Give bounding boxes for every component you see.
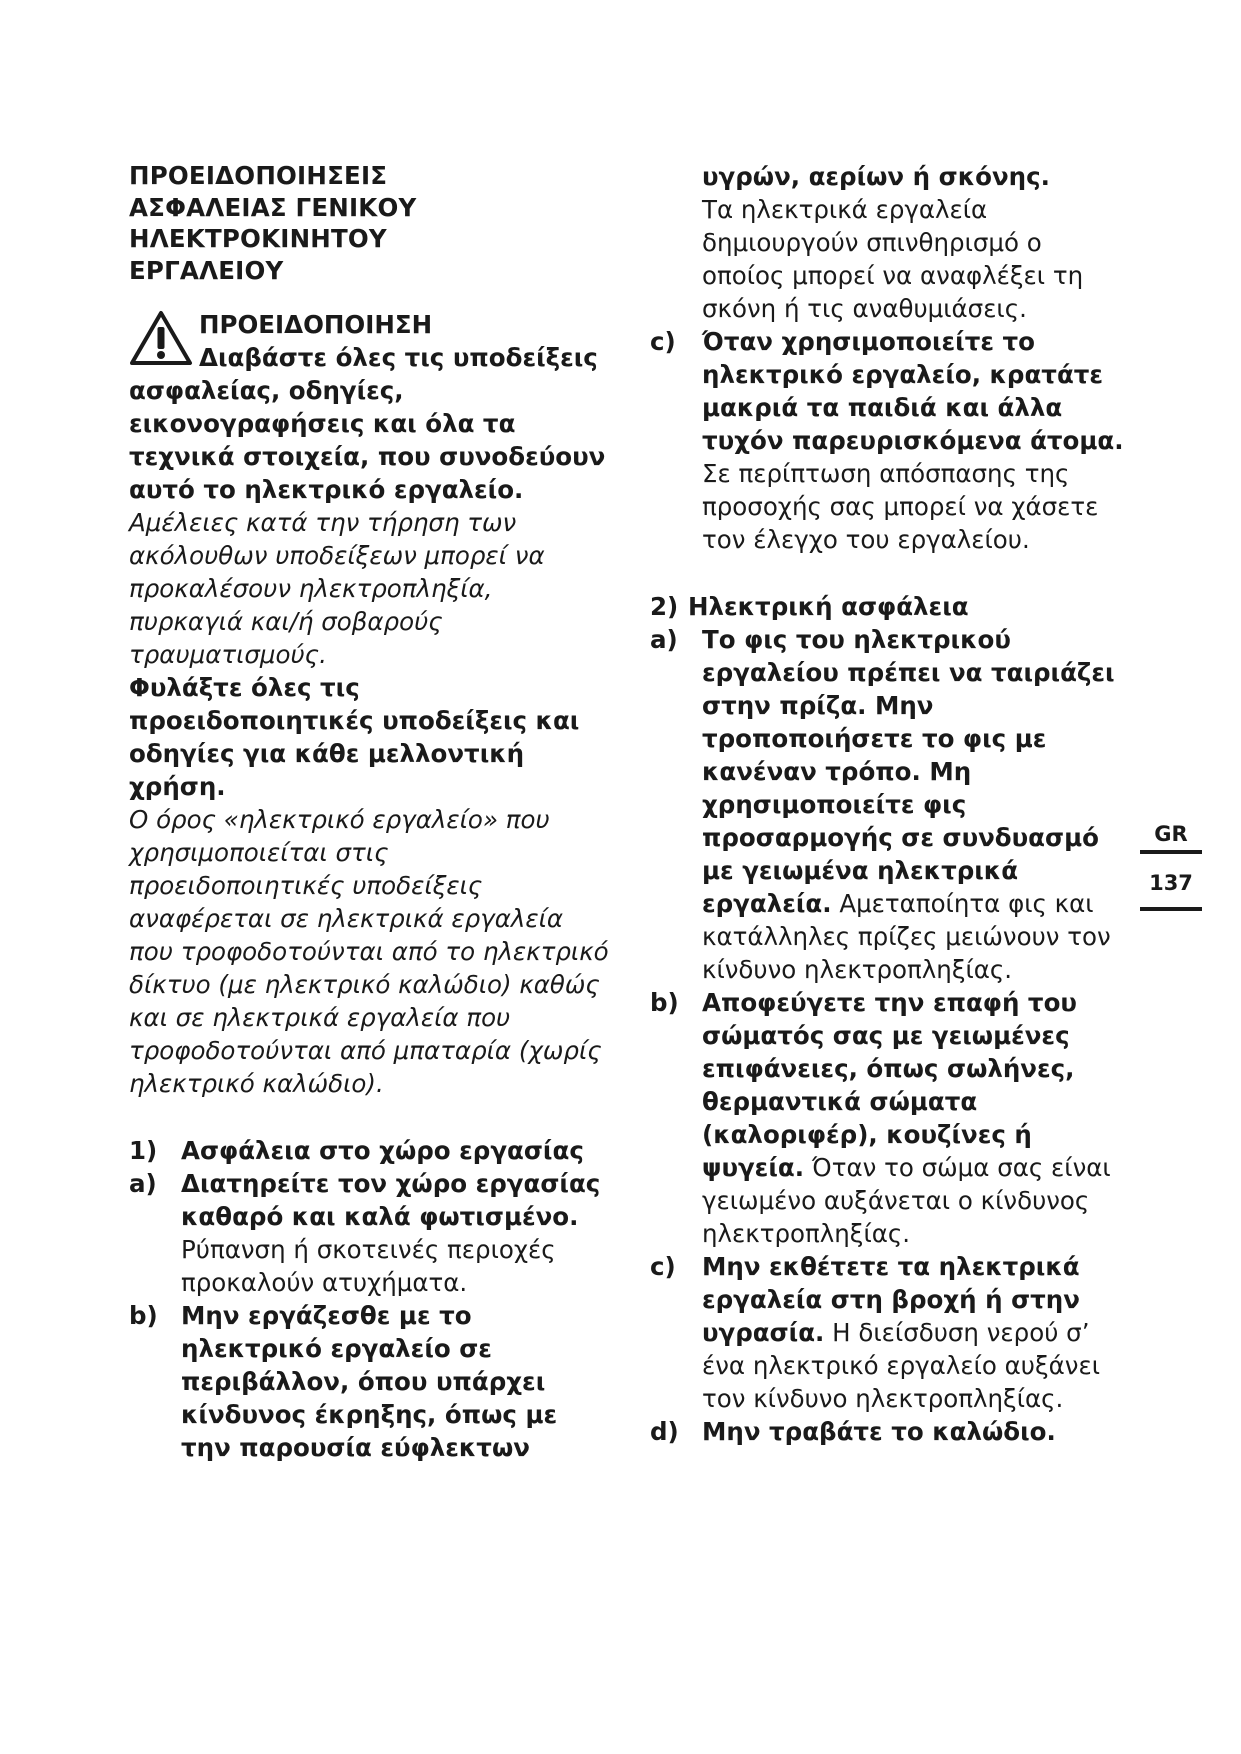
electrical-c-label: c) (650, 1252, 676, 1281)
electrical-d-bold: Μην τραβάτε το καλώδιο. (702, 1417, 1056, 1446)
left-column (129, 160, 609, 1464)
term-definition-text: Ο όρος «ηλεκτρικό εργαλείο» που χρησιμοποιείται στις προειδοποιητικές υποδείξεις αναφέρεται σε ηλεκτρικά εργαλεία που τροφοδοτούνται από το ηλεκτρικό δίκτυο (με ηλεκτρικό καλώδιο) καθώς και σε ηλεκτρικά εργαλεία που τροφοδοτούνται από μπαταρία (χωρίς ηλεκτρικό καλώδιο). (129, 805, 609, 1098)
list-item-a (129, 1167, 609, 1299)
electrical-d-label: d) (650, 1417, 679, 1446)
item-a-bold: Διατηρείτε τον χώρο εργασίας καθαρό και καλά φωτισμένο. (181, 1169, 601, 1231)
item-a-label: a) (129, 1169, 157, 1198)
side-tab-divider-bottom (1140, 907, 1202, 911)
electrical-b-label: b) (650, 988, 679, 1017)
item-b-bold: Μην εργάζεσθε με το ηλεκτρικό εργαλείο σε περιβάλλον, όπου υπάρχει κίνδυνος έκρηξης, όπως με την παρουσία εύφλεκτων (181, 1301, 558, 1462)
electrical-a-bold: Το φις του ηλεκτρικού εργαλείου πρέπει να ταιριάζει στην πρίζα. Μην τροποποιήσετε το φις με κανέναν τρόπο. Μη χρησιμοποιείτε φις προσαρμογής σε συνδυασμό με γειωμένα ηλεκτρικά εργαλεία. (702, 625, 1115, 918)
continued-text: Τα ηλεκτρικά εργαλεία δημιουργούν σπινθηρισμό ο οποίος μπορεί να αναφλέξει τη σκόνη ή τις αναθυμιάσεις. (702, 195, 1084, 323)
electrical-b-bold: Αποφεύγετε την επαφή του σώματός σας με γειωμένες επιφάνειες, όπως σωλήνες, θερμαντικά σώματα (καλοριφέρ), κουζίνες ή ψυγεία. (702, 988, 1077, 1182)
list-item-c (650, 325, 1130, 556)
warning-block (129, 308, 609, 506)
section-2-title: Ηλεκτρική ασφάλεια (688, 592, 969, 621)
page-number: 137 (1149, 871, 1193, 895)
electrical-item-c (650, 1250, 1130, 1415)
warning-title: ΠΡΟΕΙΔΟΠΟΙΗΣΗ (199, 310, 433, 339)
section-heading: ΠΡΟΕΙΔΟΠΟΙΗΣΕΙΣ ΑΣΦΑΛΕΙΑΣ ΓΕΝΙΚΟΥ ΗΛΕΚΤΡΟΚΙΝΗΤΟΥ ΕΡΓΑΛΕΙΟΥ (129, 161, 417, 285)
right-column (650, 160, 1130, 1448)
continued-item (650, 160, 1130, 325)
electrical-a-label: a) (650, 625, 678, 654)
section-1-title: Ασφάλεια στο χώρο εργασίας (181, 1136, 584, 1165)
item-b-label: b) (129, 1301, 158, 1330)
electrical-item-b (650, 986, 1130, 1250)
warning-bold-text: Διαβάστε όλες τις υποδείξεις ασφαλείας, οδηγίες, εικονογραφήσεις και όλα τα τεχνικά στοιχεία, που συνοδεύουν αυτό το ηλεκτρικό εργαλείο. (129, 343, 606, 504)
section-1-heading (129, 1134, 609, 1167)
item-a-text: Ρύπανση ή σκοτεινές περιοχές προκαλούν ατυχήματα. (181, 1235, 556, 1297)
electrical-c-text: Η διείσδυση νερού σ’ ένα ηλεκτρικό εργαλείο αυξάνει τον κίνδυνο ηλεκτροπληξίας. (702, 1318, 1100, 1413)
keep-instructions-text: Φυλάξτε όλες τις προειδοποιητικές υποδείξεις και οδηγίες για κάθε μελλοντική χρήση. (129, 673, 580, 801)
electrical-item-d (650, 1415, 1130, 1448)
electrical-b-text: Όταν το σώμα σας είναι γειωμένο αυξάνεται ο κίνδυνος ηλεκτροπληξίας. (702, 1153, 1111, 1248)
section-1-label: 1) (129, 1136, 158, 1165)
side-tab-divider-top (1140, 850, 1202, 854)
item-c-bold: Όταν χρησιμοποιείτε το ηλεκτρικό εργαλείο, κρατάτε μακριά τα παιδιά και άλλα τυχόν παρευρισκόμενα άτομα. (702, 327, 1124, 455)
electrical-item-a (650, 623, 1130, 986)
list-item-b (129, 1299, 609, 1464)
warning-italic-text: Αμέλειες κατά την τήρηση των ακόλουθων υποδείξεων μπορεί να προκαλέσουν ηλεκτροπληξία, πυρκαγιά και/ή σοβαρούς τραυματισμούς. (129, 508, 545, 669)
electrical-a-text: Αμεταποίητα φις και κατάλληλες πρίζες μειώνουν τον κίνδυνο ηλεκτροπληξίας. (702, 889, 1111, 984)
section-2-label: 2) (650, 592, 679, 621)
electrical-c-bold: Μην εκθέτετε τα ηλεκτρικά εργαλεία στη βροχή ή στην υγρασία. (702, 1252, 1080, 1347)
item-c-label: c) (650, 327, 676, 356)
language-tab: GR (1154, 822, 1188, 846)
section-2-heading (650, 590, 1130, 623)
item-c-text: Σε περίπτωση απόσπασης της προσοχής σας μπορεί να χάσετε τον έλεγχο του εργαλείου. (702, 459, 1099, 554)
warning-icon (129, 310, 193, 366)
continued-bold: υγρών, αερίων ή σκόνης. (702, 162, 1050, 191)
